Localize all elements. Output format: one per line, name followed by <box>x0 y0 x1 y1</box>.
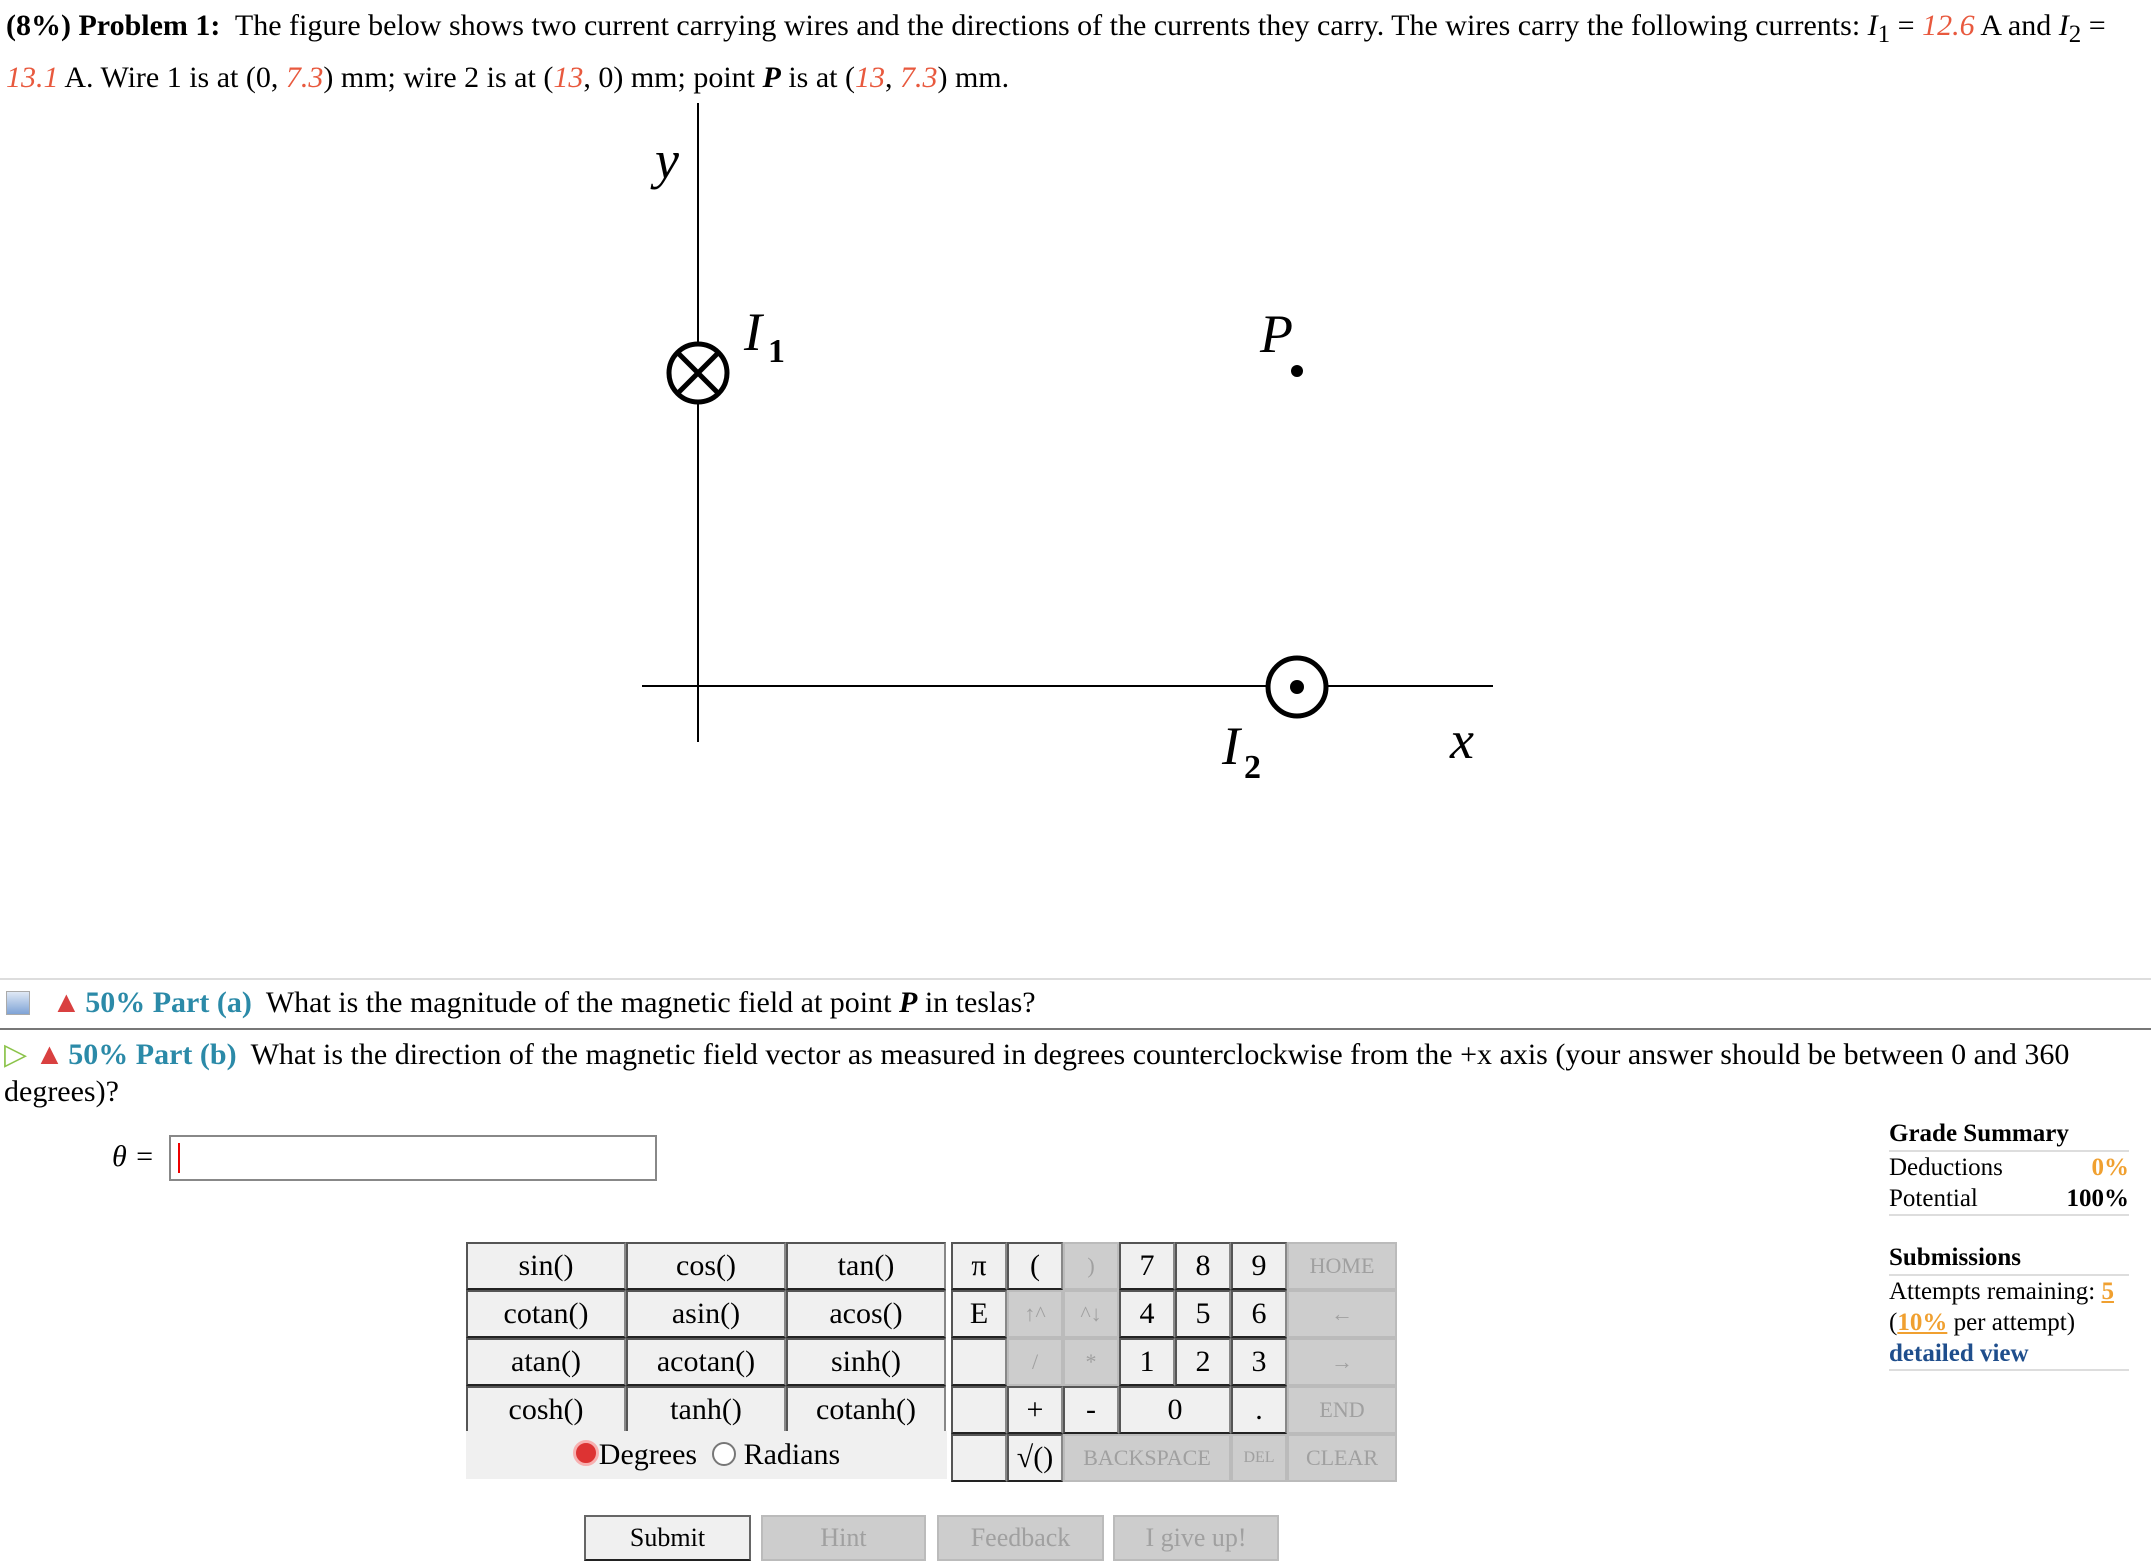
k0-key[interactable]: 0 <box>1119 1386 1231 1434</box>
e-key[interactable]: E <box>951 1290 1007 1338</box>
blank-key[interactable] <box>951 1338 1007 1386</box>
feedback-button[interactable]: Feedback <box>937 1515 1104 1561</box>
function-key[interactable]: atan() <box>466 1338 626 1386</box>
div-key[interactable]: / <box>1007 1338 1063 1386</box>
angle-mode: Degrees Radians <box>466 1431 947 1479</box>
down-key[interactable]: ^↓ <box>1063 1290 1119 1338</box>
problem-statement: (8%) Problem 1: The figure below shows two current carrying wires and the directions of the currents they carry. The wires carry the following currents: $I_1 = 12.6$ A and $I_2 = 13.1$ A. Wire 1 is at (0, 7.3) mm; wire 2 is at (13, 0) mm; point P is at (13, 7.3) mm. <box>6 9 2106 94</box>
part-a-row[interactable]: ▲ 50% Part (a) What is the magnitude of the magnetic field at point P in teslas? <box>6 986 1036 1020</box>
dot-key[interactable]: . <box>1231 1386 1287 1434</box>
function-key[interactable]: tan() <box>786 1242 946 1290</box>
end-key[interactable]: END <box>1287 1386 1397 1434</box>
pi-key[interactable]: π <box>951 1242 1007 1290</box>
sqrt-key[interactable]: √() <box>1007 1434 1063 1482</box>
degrees-radio[interactable] <box>573 1440 599 1466</box>
k8-key[interactable]: 8 <box>1175 1242 1231 1290</box>
blank-key[interactable] <box>951 1386 1007 1434</box>
function-key[interactable]: acotan() <box>626 1338 786 1386</box>
function-key[interactable]: asin() <box>626 1290 786 1338</box>
out-of-page-wire-icon <box>1268 658 1326 716</box>
function-key[interactable]: sinh() <box>786 1338 946 1386</box>
right-key[interactable]: → <box>1287 1338 1397 1386</box>
theta-label: θ = <box>112 1140 155 1173</box>
divider <box>0 978 2151 980</box>
radians-radio[interactable] <box>712 1442 736 1466</box>
function-key[interactable]: cos() <box>626 1242 786 1290</box>
left-key[interactable]: ← <box>1287 1290 1397 1338</box>
part-b-question: ▷ ▲ 50% Part (b) What is the direction of the magnetic field vector as measured in degrees counterclockwise from the +x axis (your answer should be between 0 and 360 degrees)? <box>4 1038 2070 1108</box>
function-key[interactable]: sin() <box>466 1242 626 1290</box>
text-cursor <box>178 1143 180 1173</box>
collapse-icon[interactable] <box>6 991 30 1015</box>
k1-key[interactable]: 1 <box>1119 1338 1175 1386</box>
up-key[interactable]: ↑^ <box>1007 1290 1063 1338</box>
k5-key[interactable]: 5 <box>1175 1290 1231 1338</box>
minus-key[interactable]: - <box>1063 1386 1119 1434</box>
function-key[interactable]: tanh() <box>626 1386 786 1434</box>
k3-key[interactable]: 3 <box>1231 1338 1287 1386</box>
k6-key[interactable]: 6 <box>1231 1290 1287 1338</box>
lparen-key[interactable]: ( <box>1007 1242 1063 1290</box>
grade-summary: Grade Summary Deductions 0% Potential 100% Submissions Attempts remaining: 5 (10% per attempt) detailed view <box>1889 1118 2129 1371</box>
submit-button[interactable]: Submit <box>584 1515 751 1561</box>
clear-key[interactable]: CLEAR <box>1287 1434 1397 1482</box>
give-up-button[interactable]: I give up! <box>1113 1515 1279 1561</box>
svg-text:2: 2 <box>1244 749 1261 786</box>
function-key[interactable]: cotanh() <box>786 1386 946 1434</box>
del-key[interactable]: DEL <box>1231 1434 1287 1482</box>
into-page-wire-icon <box>669 344 727 402</box>
backspace-key[interactable]: BACKSPACE <box>1063 1434 1231 1482</box>
hint-button[interactable]: Hint <box>761 1515 926 1561</box>
function-key[interactable]: acos() <box>786 1290 946 1338</box>
p-label: P <box>1260 304 1293 364</box>
function-key[interactable]: cotan() <box>466 1290 626 1338</box>
expand-arrow-icon: ▷ <box>4 1038 28 1071</box>
i1-label: I <box>744 302 762 362</box>
plus-key[interactable]: + <box>1007 1386 1063 1434</box>
i2-label: I <box>1222 716 1240 776</box>
mul-key[interactable]: * <box>1063 1338 1119 1386</box>
k2-key[interactable]: 2 <box>1175 1338 1231 1386</box>
home-key[interactable]: HOME <box>1287 1242 1397 1290</box>
k7-key[interactable]: 7 <box>1119 1242 1175 1290</box>
point-p-dot <box>1291 365 1303 377</box>
i1-value: 12.6 <box>1922 9 1975 42</box>
i2-value: 13.1 <box>6 61 59 94</box>
warning-icon: ▲ <box>34 1038 65 1071</box>
k9-key[interactable]: 9 <box>1231 1242 1287 1290</box>
function-key[interactable]: cosh() <box>466 1386 626 1434</box>
detailed-view-link[interactable]: detailed view <box>1889 1338 2129 1371</box>
k4-key[interactable]: 4 <box>1119 1290 1175 1338</box>
theta-input[interactable] <box>169 1135 657 1181</box>
y-axis-label: y <box>655 130 679 190</box>
svg-text:1: 1 <box>768 333 785 370</box>
rparen-key[interactable]: ) <box>1063 1242 1119 1290</box>
warning-icon: ▲ <box>51 986 82 1019</box>
blank-key[interactable] <box>951 1434 1007 1482</box>
x-axis-label: x <box>1450 710 1474 770</box>
